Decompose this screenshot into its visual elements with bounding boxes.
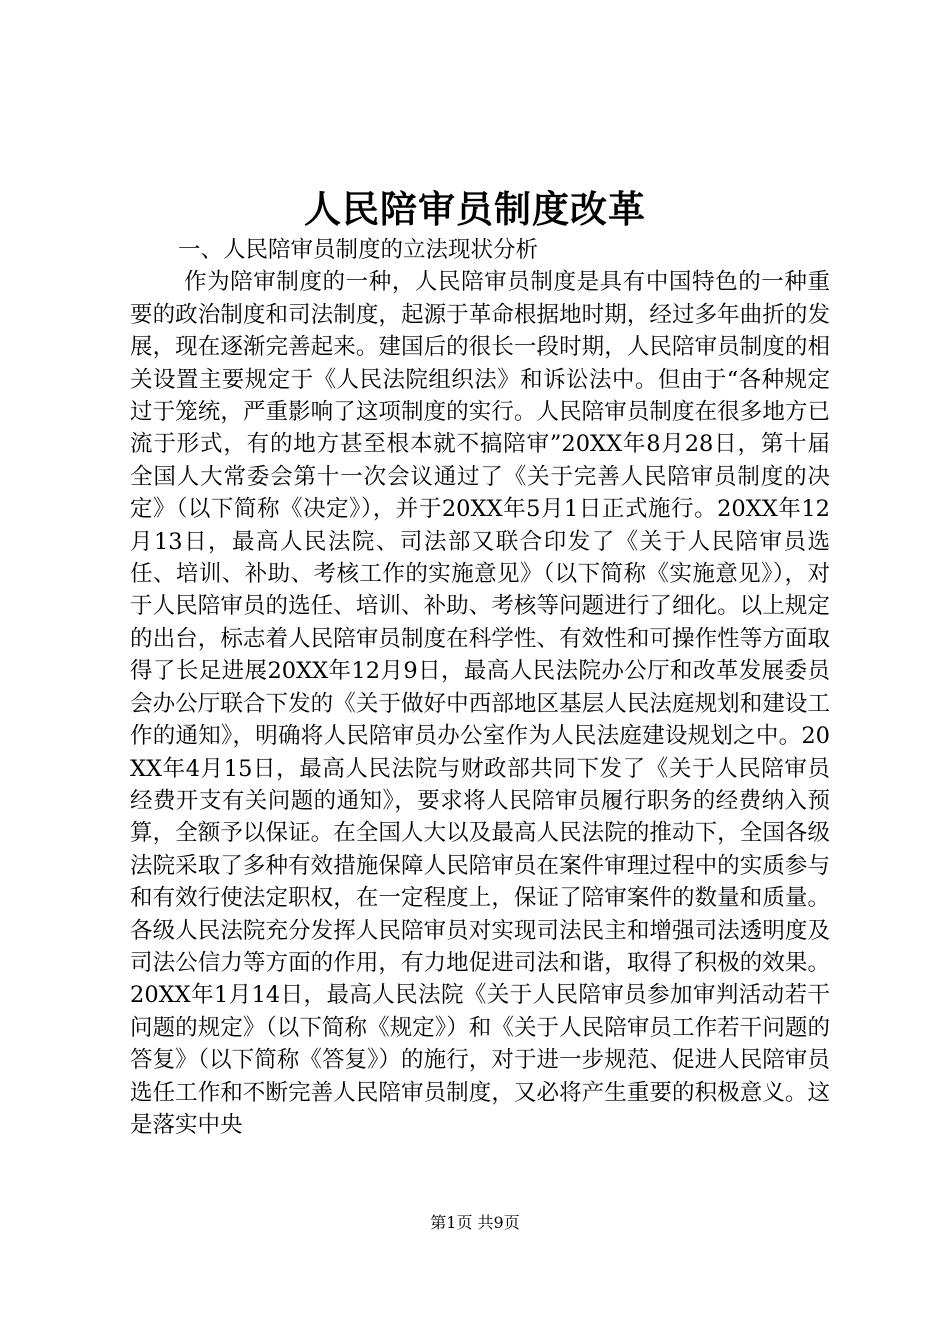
- document-body: [130, 234, 830, 1141]
- section-heading: 一、人民陪审员制度的立法现状分析: [178, 237, 539, 263]
- page-footer: 第1页 共9页: [430, 1213, 520, 1232]
- document-title: 人民陪审员制度改革: [304, 187, 646, 231]
- body-paragraph: 作为陪审制度的一种，人民陪审员制度是具有中国特色的一种重要的政治制度和司法制度，起源于革命根据地时期，经过多年曲折的发展，现在逐渐完善起来。建国后的很长一段时期，人民陪审员制度的相关设置主要规定于《人民法院组织法》和诉讼法中。但由于“各种规定过于笼统，严重影响了这项制度的实行。人民陪审员制度在很多地方已流于形式，有的地方甚至根本就不搞陪审”20XX年8月28日，第十届全国人大常委会第十一次会议通过了《关于完善人民陪审员制度的决定》（以下简称《决定》），并于20XX年5月1日正式施行。20XX年12月13日，最高人民法院、司法部又联合印发了《关于人民陪审员选任、培训、补助、考核工作的实施意见》（以下简称《实施意见》），对于人民陪审员的选任、培训、补助、考核等问题进行了细化。以上规定的出台，标志着人民陪审员制度在科学性、有效性和可操作性等方面取得了长足进展20XX年12月9日，最高人民法院办公厅和改革发展委员会办公厅联合下发的《关于做好中西部地区基层人民法庭规划和建设工作的通知》，明确将人民陪审员办公室作为人民法庭建设规划之中。20XX年4月15日，最高人民法院与财政部共同下发了《关于人民陪审员经费开支有关问题的通知》，要求将人民陪审员履行职务的经费纳入预算，全额予以保证。在全国人大以及最高人民法院的推动下，全国各级法院采取了多种有效措施保障人民陪审员在案件审理过程中的实质参与和有效行使法定职权，在一定程度上，保证了陪审案件的数量和质量。各级人民法院充分发挥人民陪审员对实现司法民主和增强司法透明度及司法公信力等方面的作用，有力地促进司法和谐，取得了积极的效果。20XX年1月14日，最高人民法院《关于人民陪审员参加审判活动若干问题的规定》（以下简称《规定》）和《关于人民陪审员工作若干问题的答复》（以下简称《答复》）的施行，对于进一步规范、促进人民陪审员选任工作和不断完善人民陪审员制度，又必将产生重要的积极意义。这是落实中央: [130, 269, 830, 1138]
